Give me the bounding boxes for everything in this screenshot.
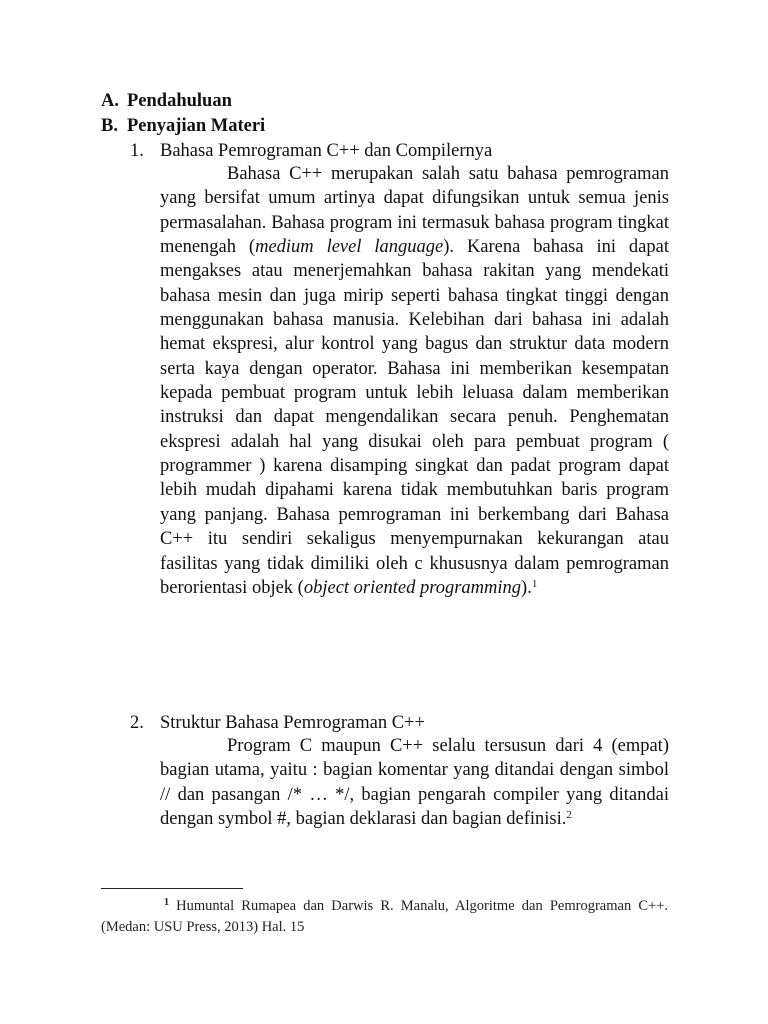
footnote xyxy=(101,896,668,938)
footnote-mark: 1 xyxy=(164,897,169,908)
section-heading-a xyxy=(101,89,232,114)
subsection-heading-1 xyxy=(130,139,492,163)
italic-term: object oriented programming xyxy=(303,577,522,598)
subsection-title: Struktur Bahasa Pemrograman C++ xyxy=(160,713,425,733)
section-title: Pendahuluan xyxy=(127,91,232,111)
paragraph-cpp-structure: Program C maupun C++ selalu tersusun dari 4 (empat) bagian utama, yaitu : bagian komentar yang ditandai dengan simbol // dan pasangan /* … */, bagian pengarah compiler yang ditandai dengan symbol #, bagian deklarasi dan bagian definisi.$^2$ xyxy=(160,736,669,830)
section-letter: B. xyxy=(101,116,118,136)
subsection-number: 2. xyxy=(130,713,144,733)
footnote-reference: 2 xyxy=(566,809,572,822)
subsection-heading-2 xyxy=(130,711,425,735)
section-letter: A. xyxy=(101,91,119,111)
footnote-reference: 1 xyxy=(531,577,538,590)
italic-term: medium level language xyxy=(255,237,444,258)
subsection-number: 1. xyxy=(130,141,144,161)
section-title: Penyajian Materi xyxy=(127,116,266,136)
footnote-text: Humuntal Rumapea dan Darwis R. Manalu, Algoritme dan Pemrograman C++. (Medan: USU Press, 2013) Hal. 15 xyxy=(101,898,668,935)
section-heading-b xyxy=(101,114,265,139)
subsection-title: Bahasa Pemrograman C++ dan Compilernya xyxy=(160,141,493,161)
paragraph-cpp-intro: Bahasa C++ merupakan salah satu bahasa pemrograman yang bersifat umum artinya dapat difungsikan untuk semua jenis permasalahan. Bahasa program ini termasuk bahasa program tingkat menengah (medium level language). Karena bahasa ini dapat mengakses atau menerjemahkan bahasa rakitan yang mendekati bahasa mesin dan juga mirip seperti bahasa tingkat tinggi dengan menggunakan bahasa manusia. Kelebihan dari bahasa ini adalah hemat ekspresi, alur kontrol yang bagus dan struktur data modern serta kaya dengan operator. Bahasa ini memberikan kesempatan kepada pembuat program untuk lebih leluasa dalam memberikan instruksi dan dapat mengendalikan secara penuh. Penghematan ekspresi adalah hal yang disukai oleh para pembuat program ( programmer ) karena disamping singkat dan padat program dapat lebih mudah dipahami karena tidak membutuhkan baris program yang panjang. Bahasa pemrograman ini berkembang dari Bahasa C++ itu sendiri sekaligus menyempurnakan kekurangan atau fasilitas yang tidak dimiliki oleh c khususnya dalam pemrograman berorientasi objek (object oriented programming).$^1$ xyxy=(160,164,669,598)
footnote-separator xyxy=(101,888,243,889)
